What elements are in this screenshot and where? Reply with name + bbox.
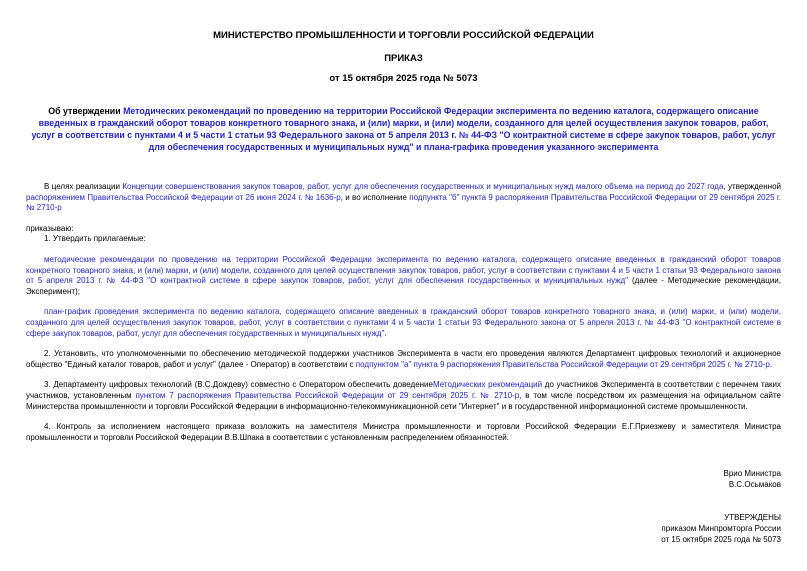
- text-segment: .: [769, 359, 773, 369]
- ministry-name: МИНИСТЕРСТВО ПРОМЫШЛЕННОСТИ И ТОРГОВЛИ РОССИЙСКОЙ ФЕДЕРАЦИИ: [213, 30, 594, 41]
- text-segment: , в том числе посредством их размещения на официальном сайте Министерства промышленности и торговли Российской Федерации в информационно-телекоммуникационной сети "Интернет" и в государственной информационной системе промышленности.: [26, 390, 781, 411]
- text-segment: .: [384, 328, 387, 338]
- document-link[interactable]: подпункта "б" пункта 9 распоряжения Правительства Российской Федерации от 29 сентября 2025 г. № 2710-р: [26, 192, 782, 213]
- prikazyvayu-line: [26, 224, 781, 235]
- signature-block: [26, 469, 781, 490]
- text-segment: Об утверждении: [48, 106, 124, 116]
- document-link[interactable]: Методических рекомендаций по проведению на территории Российской Федерации эксперимента по ведению каталога, содержащего описание введенных в гражданский оборот товаров конкретного товарного знака, и (или) марки, и (или) модели, созданного для целей осуществления закупок товаров, работ, услуг в соответствии с пунктами 4 и 5 части 1 статьи 93 Федерального закона от 5 апреля 2013 г. № 44-ФЗ "О контрактной системе в сфере закупок товаров, работ, услуг для обеспечения государственных и муниципальных нужд" и плана-графика проведения указанного эксперимента: [31, 106, 776, 152]
- approval-block: [26, 513, 781, 545]
- text-segment: (далее - Методические рекомендации, Эксперимент);: [26, 276, 781, 296]
- text-segment: , утвержденной: [723, 182, 781, 191]
- item-3: [26, 380, 781, 412]
- text-segment: , и во исполнение: [340, 192, 410, 202]
- text-segment: до участников Эксперимента в соответствии с перечнем таких участников, установленным: [26, 380, 781, 400]
- text-segment: 4. Контроль за исполнением настоящего приказа возложить на заместителя Министра промышленности и торговли Российской Федерации Е.Г.Приезжеву и заместителя Министра промышленности и торговли Российской Федерации В.В.Шпака в соответствии с установленным распределением обязанностей.: [26, 422, 781, 442]
- text-segment: 3. Департаменту цифровых технологий (В.С.Дождеву) совместно с Оператором обеспечить доведение: [44, 380, 433, 390]
- item-4: [26, 422, 781, 443]
- doc-type-label: ПРИКАЗ: [384, 53, 423, 64]
- document-header: [26, 30, 781, 84]
- document-link[interactable]: распоряжением Правительства Российской Федерации от 26 июня 2024 г. № 1636-р: [26, 192, 341, 202]
- doc-title: [26, 105, 781, 153]
- signer-position: Врио Министра: [723, 469, 781, 479]
- subitem-plan: [26, 307, 781, 339]
- subitem-recommendations: [26, 255, 781, 297]
- approval-status: УТВЕРЖДЕНЫ: [724, 513, 781, 523]
- text-segment: приказываю:: [26, 223, 74, 233]
- text-segment: В целях реализации: [44, 182, 123, 191]
- approval-by: приказом Минпромторга России: [661, 524, 781, 534]
- document-link[interactable]: Методических рекомендаций: [432, 380, 543, 390]
- item-1: [26, 234, 781, 245]
- document-link[interactable]: методические рекомендации по проведению на территории Российской Федерации эксперимента по ведению каталога, содержащего описание введенных в гражданский оборот товаров конкретного товарного знака, и (или) марки, и (или) модели, созданного для целей осуществления закупок товаров, работ, услуг в соответствии с пунктами 4 и 5 части 1 статьи 93 Федерального закона от 5 апреля 2013 г. № 44-ФЗ "О контрактной системе в сфере закупок товаров, работ, услуг для обеспечения государственных и муниципальных нужд": [26, 254, 781, 286]
- text-segment: 1. Утвердить прилагаемые:: [44, 234, 146, 244]
- document-link[interactable]: план-график проведения эксперимента по ведению каталога, содержащего описание введенных в гражданский оборот товаров конкретного товарного знака, и (или) марки, и (или) модели, созданного для целей осуществления закупок товаров, работ, услуг в соответствии с пунктами 4 и 5 части 1 статьи 93 Федерального закона от 5 апреля 2013 г. № 44-ФЗ "О контрактной системе в сфере закупок товаров, работ, услуг для обеспечения государственных и муниципальных нужд": [26, 307, 781, 338]
- item-2: [26, 349, 781, 370]
- preamble-paragraph: [26, 182, 781, 214]
- document-link[interactable]: пунктом 7 распоряжения Правительства Российской Федерации от 29 сентября 2025 г. № 2710-р: [135, 390, 520, 400]
- document-link[interactable]: подпунктом "а" пункта 9 распоряжения Правительства Российской Федерации от 29 сентября 2025 г. № 2710-р: [355, 359, 770, 369]
- text-segment: 2. Установить, что уполномоченными по обеспечению методической поддержки участников Эксперимента в части его проведения являются Департамент цифровых технологий и акционерное общество "Единый каталог товаров, работ и услуг" (далее - Оператор) в соответствии с: [26, 349, 781, 369]
- doc-date-number: от 15 октября 2025 года № 5073: [329, 73, 478, 84]
- signer-name: В.С.Осьмаков: [728, 479, 781, 489]
- document-link[interactable]: Концепции совершенствования закупок товаров, работ, услуг для обеспечения государственных и муниципальных нужд малого объема на период до 2027 года: [122, 182, 724, 191]
- approval-date-number: от 15 октября 2025 года № 5073: [661, 534, 781, 544]
- doc-body: [26, 182, 781, 443]
